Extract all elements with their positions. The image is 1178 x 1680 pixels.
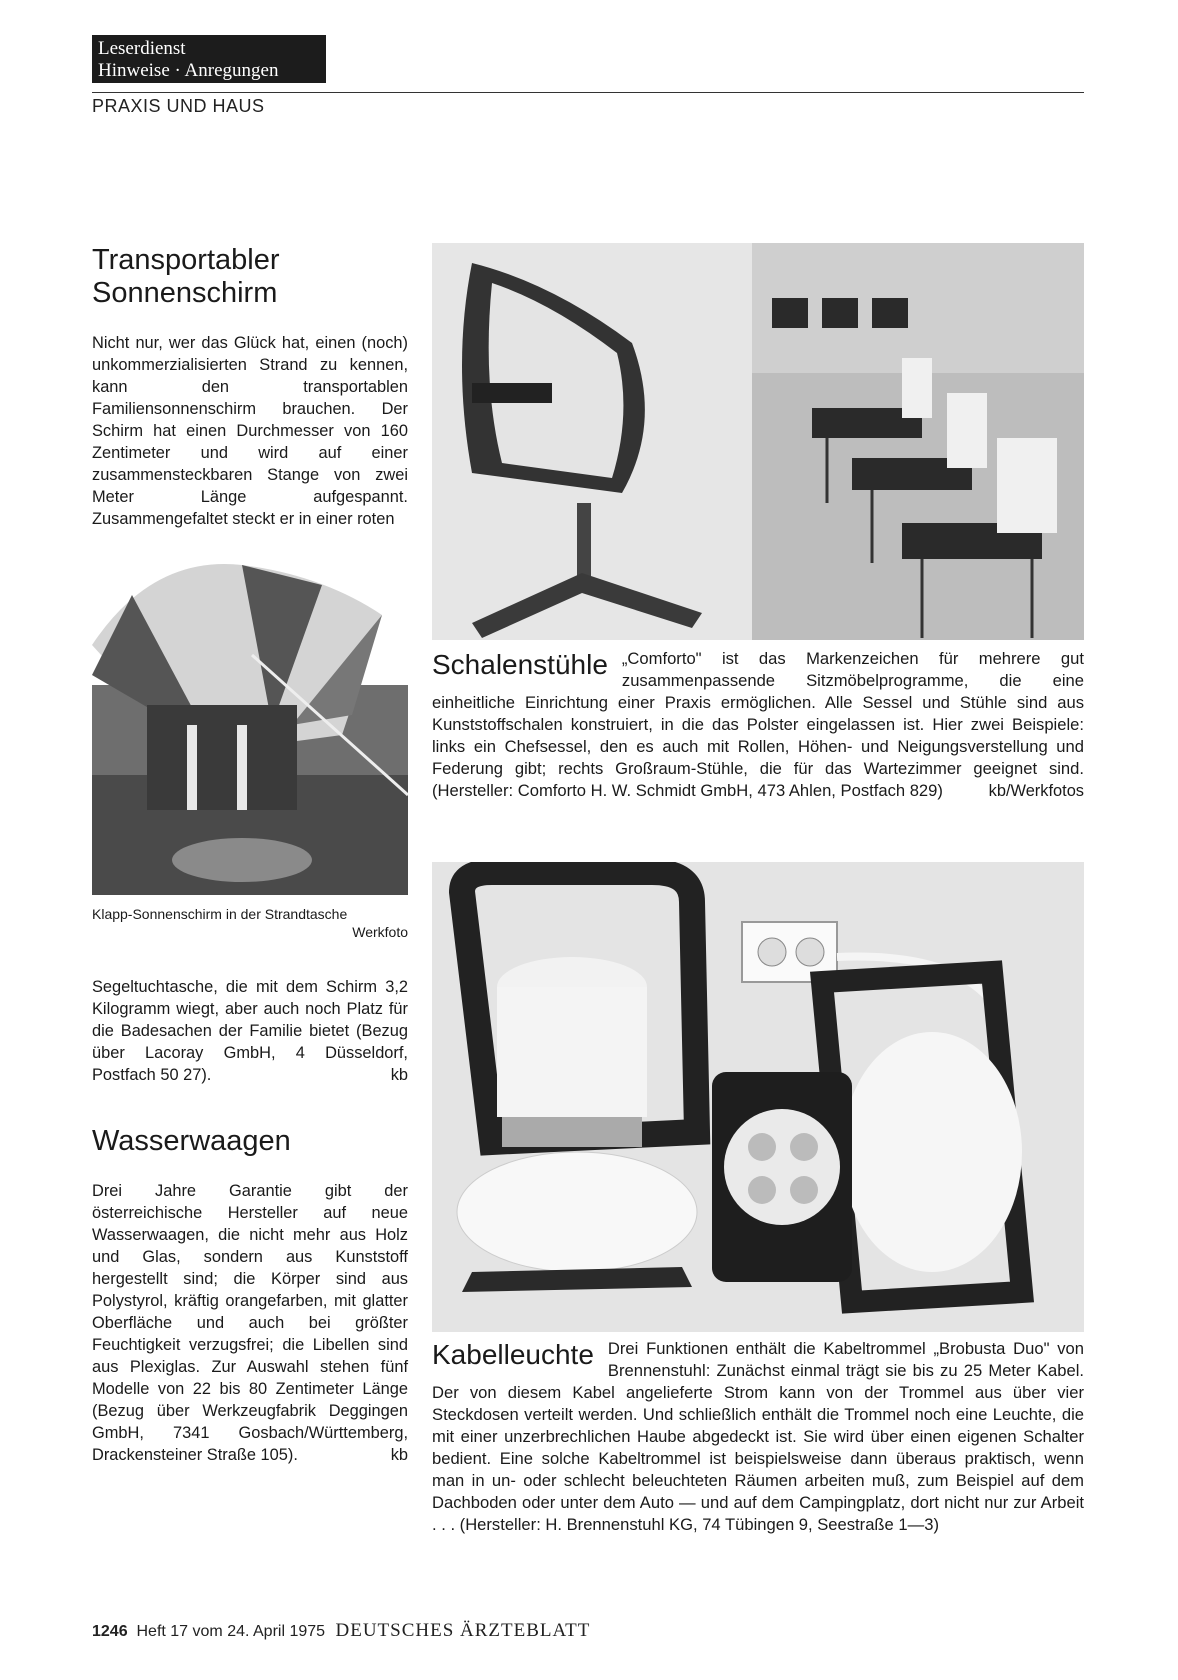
article-body-continued bbox=[92, 976, 408, 1086]
section-badge bbox=[92, 35, 326, 83]
title-line-2: Sonnenschirm bbox=[92, 277, 278, 309]
title-line-1: Transportabler bbox=[92, 244, 280, 276]
article-credit: kb/Werkfotos bbox=[988, 782, 1084, 800]
badge-line-2: Hinweise · Anregungen bbox=[98, 60, 279, 81]
umbrella-caption bbox=[92, 905, 408, 941]
article-body: „Comforto" ist das Markenzeichen für mehrere gut zusammenpassende Sitzmöbelprogramme, die eine einheitliche Einrichtung einer Praxis ermöglichen. Alle Sessel und Stühle sind aus Kunststoffschalen konstruiert, in die das Polster eingelassen ist. Hier zwei Beispiele: links ein Chefsessel, den es auch mit Rollen, Höhen- und Neigungsverstellung und Federung gibt; rechts Großraum-Stühle, die für das Wartezimmer geeignet sind. (Hersteller: Comforto H. W. Schmidt GmbH, 473 Ahlen, Postfach 829) bbox=[432, 649, 1084, 800]
cable-reel-photo bbox=[432, 862, 1084, 1332]
article-title bbox=[92, 244, 408, 310]
chairs-photo bbox=[432, 243, 1084, 640]
page-number: 1246 bbox=[92, 1623, 128, 1640]
article-title: Kabelleuchte bbox=[432, 1339, 594, 1370]
article-credit: kb bbox=[390, 1446, 408, 1464]
issue-info: Heft 17 vom 24. April 1975 bbox=[136, 1623, 326, 1640]
caption-text: Klapp-Sonnenschirm in der Strandtasche bbox=[92, 906, 348, 922]
article-body: Nicht nur, wer das Glück hat, einen (noch) unkommerzialisierten Strand zu kennen, kann den transportablen Familiensonnenschirm brauchen. Der Schirm hat einen Durchmesser von 160 Zentimeter und wird auf einer zusammensteckbaren Stange von zwei Meter Länge aufgespannt. Zusammengefaltet steckt er in einer roten bbox=[92, 334, 408, 528]
umbrella-illustration bbox=[92, 555, 408, 895]
caption-credit: Werkfoto bbox=[352, 924, 408, 940]
article-body: Drei Jahre Garantie gibt der österreichische Hersteller auf neue Wasserwaagen, die nicht mehr aus Holz und Glas, sondern aus Kunststoff hergestellt sind; die Körper sind aus Polystyrol, kräftig orangefarben, mit glatter Oberfläche und auch bei größter Feuchtigkeit verzugsfrei; die Libellen sind aus Plexiglas. Zur Auswahl stehen fünf Modelle von 22 bis 80 Zentimeter Länge (Bezug über Werkzeugfabrik Deggingen GmbH, 7341 Gosbach/Württemberg, Drackensteiner Straße 105). bbox=[92, 1182, 408, 1464]
cable-reel-illustration bbox=[432, 862, 1084, 1332]
header-rule bbox=[92, 92, 1084, 93]
article-body-2: Segeltuchtasche, die mit dem Schirm 3,2 Kilogramm wiegt, aber auch noch Platz für die Badesachen der Familie bietet (Bezug über Lacoray GmbH, 4 Düsseldorf, Postfach 50 27). bbox=[92, 978, 408, 1084]
article-sonnenschirm bbox=[92, 244, 408, 530]
section-label: PRAXIS UND HAUS bbox=[92, 96, 265, 116]
article-credit: kb bbox=[390, 1066, 408, 1084]
article-schalenstuehle bbox=[432, 648, 1084, 802]
page-footer bbox=[92, 1620, 590, 1642]
article-body: Drei Funktionen enthält die Kabeltrommel „Brobusta Duo" von Brennenstuhl: Zunächst einmal trägt sie bis zu 25 Meter Kabel. Der von diesem Kabel angelieferte Strom kann von der Trommel aus über vier Steckdosen verteilt werden. Und schließlich enthält die Trommel noch eine Leuchte, die mit einer unzerbrechlichen Haube abgedeckt ist. Sie wird über einen eigenen Schalter bedient. Eine solche Kabeltrommel ist beispielsweise dann überaus praktisch, wenn man in un- oder schlecht beleuchteten Räumen arbeiten muß, zum Beispiel auf dem Dachboden oder unter dem Auto — und auf dem Campingplatz, dort nicht nur zur Arbeit . . . (Hersteller: H. Brennenstuhl KG, 74 Tübingen 9, Seestraße 1—3) bbox=[432, 1339, 1084, 1534]
article-title: Wasserwaagen bbox=[92, 1125, 291, 1157]
article-wasserwaagen bbox=[92, 1125, 408, 1466]
badge-line-1: Leserdienst bbox=[98, 38, 186, 59]
article-title: Schalenstühle bbox=[432, 649, 608, 680]
journal-name: DEUTSCHES ÄRZTEBLATT bbox=[335, 1620, 591, 1641]
umbrella-photo bbox=[92, 555, 408, 895]
article-kabelleuchte bbox=[432, 1338, 1084, 1536]
chairs-illustration bbox=[432, 243, 1084, 640]
